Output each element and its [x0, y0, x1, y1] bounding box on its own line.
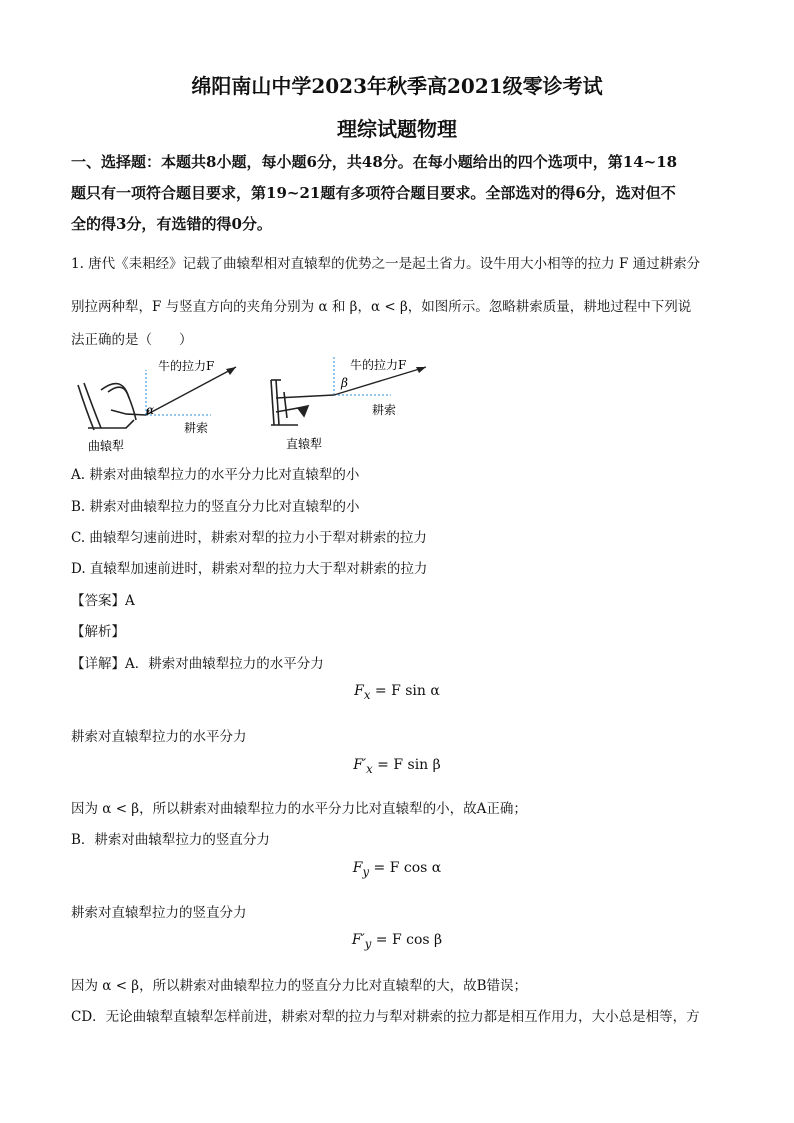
option-b: B. 耕索对曲辕犁拉力的竖直分力比对直辕犁的小: [71, 499, 360, 515]
page-title: 绵阳南山中学2023年秋季高2021级零诊考试: [191, 74, 603, 98]
question-stem-line1: 1. 唐代《耒耜经》记载了曲辕犁相对直辕犁的优势之一是起土省力。设牛用大小相等的拉力 F 通过耕索分: [71, 256, 701, 272]
detail-line4: B．耕索对曲辕犁拉力的竖直分力: [71, 832, 270, 848]
curved-plow-angle-label: α: [146, 403, 155, 417]
curved-plow-rope-label: 耕索: [184, 421, 209, 435]
option-a: A. 耕索对曲辕犁拉力的水平分力比对直辕犁的小: [71, 467, 360, 483]
equation-4-prime: ′: [361, 932, 365, 948]
option-d: D. 直辕犁加速前进时，耕索对犁的拉力大于犁对耕索的拉力: [71, 561, 428, 577]
answer-label: 【答案】A: [71, 593, 135, 609]
question-stem-line3: 法正确的是（ ）: [71, 332, 193, 348]
straight-plow-drawing: [271, 380, 334, 425]
analysis-label: 【解析】: [71, 624, 125, 640]
straight-plow-rope-label: 耕索: [372, 403, 397, 417]
straight-plow-angle-label: β: [341, 376, 348, 390]
equation-1-subscript: x: [363, 687, 371, 702]
equation-2-rhs: = F sin β: [377, 757, 441, 773]
equation-1: [0, 683, 794, 702]
plow-figure: [66, 350, 446, 455]
equation-2-lhs: F: [353, 757, 363, 773]
detail-line3: 因为 α < β，所以耕索对曲辕犁拉力的水平分力比对直辕犁的小，故A正确；: [71, 801, 527, 817]
straight-plow-arrow-head: [416, 367, 426, 373]
detail-line7: CD．无论曲辕犁直辕犁怎样前进，耕索对犁的拉力与犁对耕索的拉力都是相互作用力，大小总是相等，方: [71, 1009, 700, 1025]
equation-2-subscript: x: [366, 761, 373, 776]
equation-1-lhs: F: [354, 683, 364, 699]
detail-line1: 【详解】A．耕索对曲辕犁拉力的水平分力: [71, 656, 324, 672]
curved-plow-force-label: 牛的拉力F: [158, 359, 215, 373]
equation-3-subscript: y: [362, 864, 370, 879]
curved-plow-caption: 曲辕犁: [88, 439, 125, 453]
equation-1-rhs: = F sin α: [374, 683, 440, 699]
equation-4-lhs: F: [351, 932, 362, 948]
section-instructions-line3: 全的得3分，有选错的得0分。: [71, 215, 272, 233]
equation-3: [0, 860, 794, 879]
straight-plow-force-label: 牛的拉力F: [350, 358, 407, 372]
equation-4: [0, 932, 794, 951]
curved-plow-drawing: [78, 383, 149, 430]
equation-3-lhs: F: [352, 860, 363, 876]
equation-4-subscript: y: [364, 936, 372, 951]
equation-3-rhs: = F cos α: [373, 860, 442, 876]
curved-plow-rope: [146, 367, 236, 415]
question-stem-line2: 别拉两种犁，F 与竖直方向的夹角分别为 α 和 β，α < β，如图所示。忽略耕索质量，耕地过程中下列说: [71, 299, 692, 315]
section-instructions-line1: 一、选择题：本题共8小题，每小题6分，共48分。在每小题给出的四个选项中，第14~18: [71, 153, 678, 171]
straight-plow-caption: 直辕犁: [286, 437, 323, 451]
option-c: C. 曲辕犁匀速前进时，耕索对犁的拉力小于犁对耕索的拉力: [71, 530, 427, 546]
detail-line5: 耕索对直辕犁拉力的竖直分力: [71, 905, 247, 921]
curved-plow-arrow-head: [226, 367, 236, 375]
equation-4-rhs: = F cos β: [375, 932, 443, 948]
section-instructions-line2: 题只有一项符合题目要求，第19~21题有多项符合题目要求。全部选对的得6分，选对但不: [71, 184, 676, 202]
page-subtitle: 理综试题物理: [337, 117, 457, 141]
equation-2: [0, 757, 794, 776]
detail-line2: 耕索对直辕犁拉力的水平分力: [71, 729, 247, 745]
detail-line6: 因为 α < β，所以耕索对曲辕犁拉力的竖直分力比对直辕犁的大，故B错误；: [71, 978, 528, 994]
equation-2-prime: ′: [362, 757, 367, 773]
